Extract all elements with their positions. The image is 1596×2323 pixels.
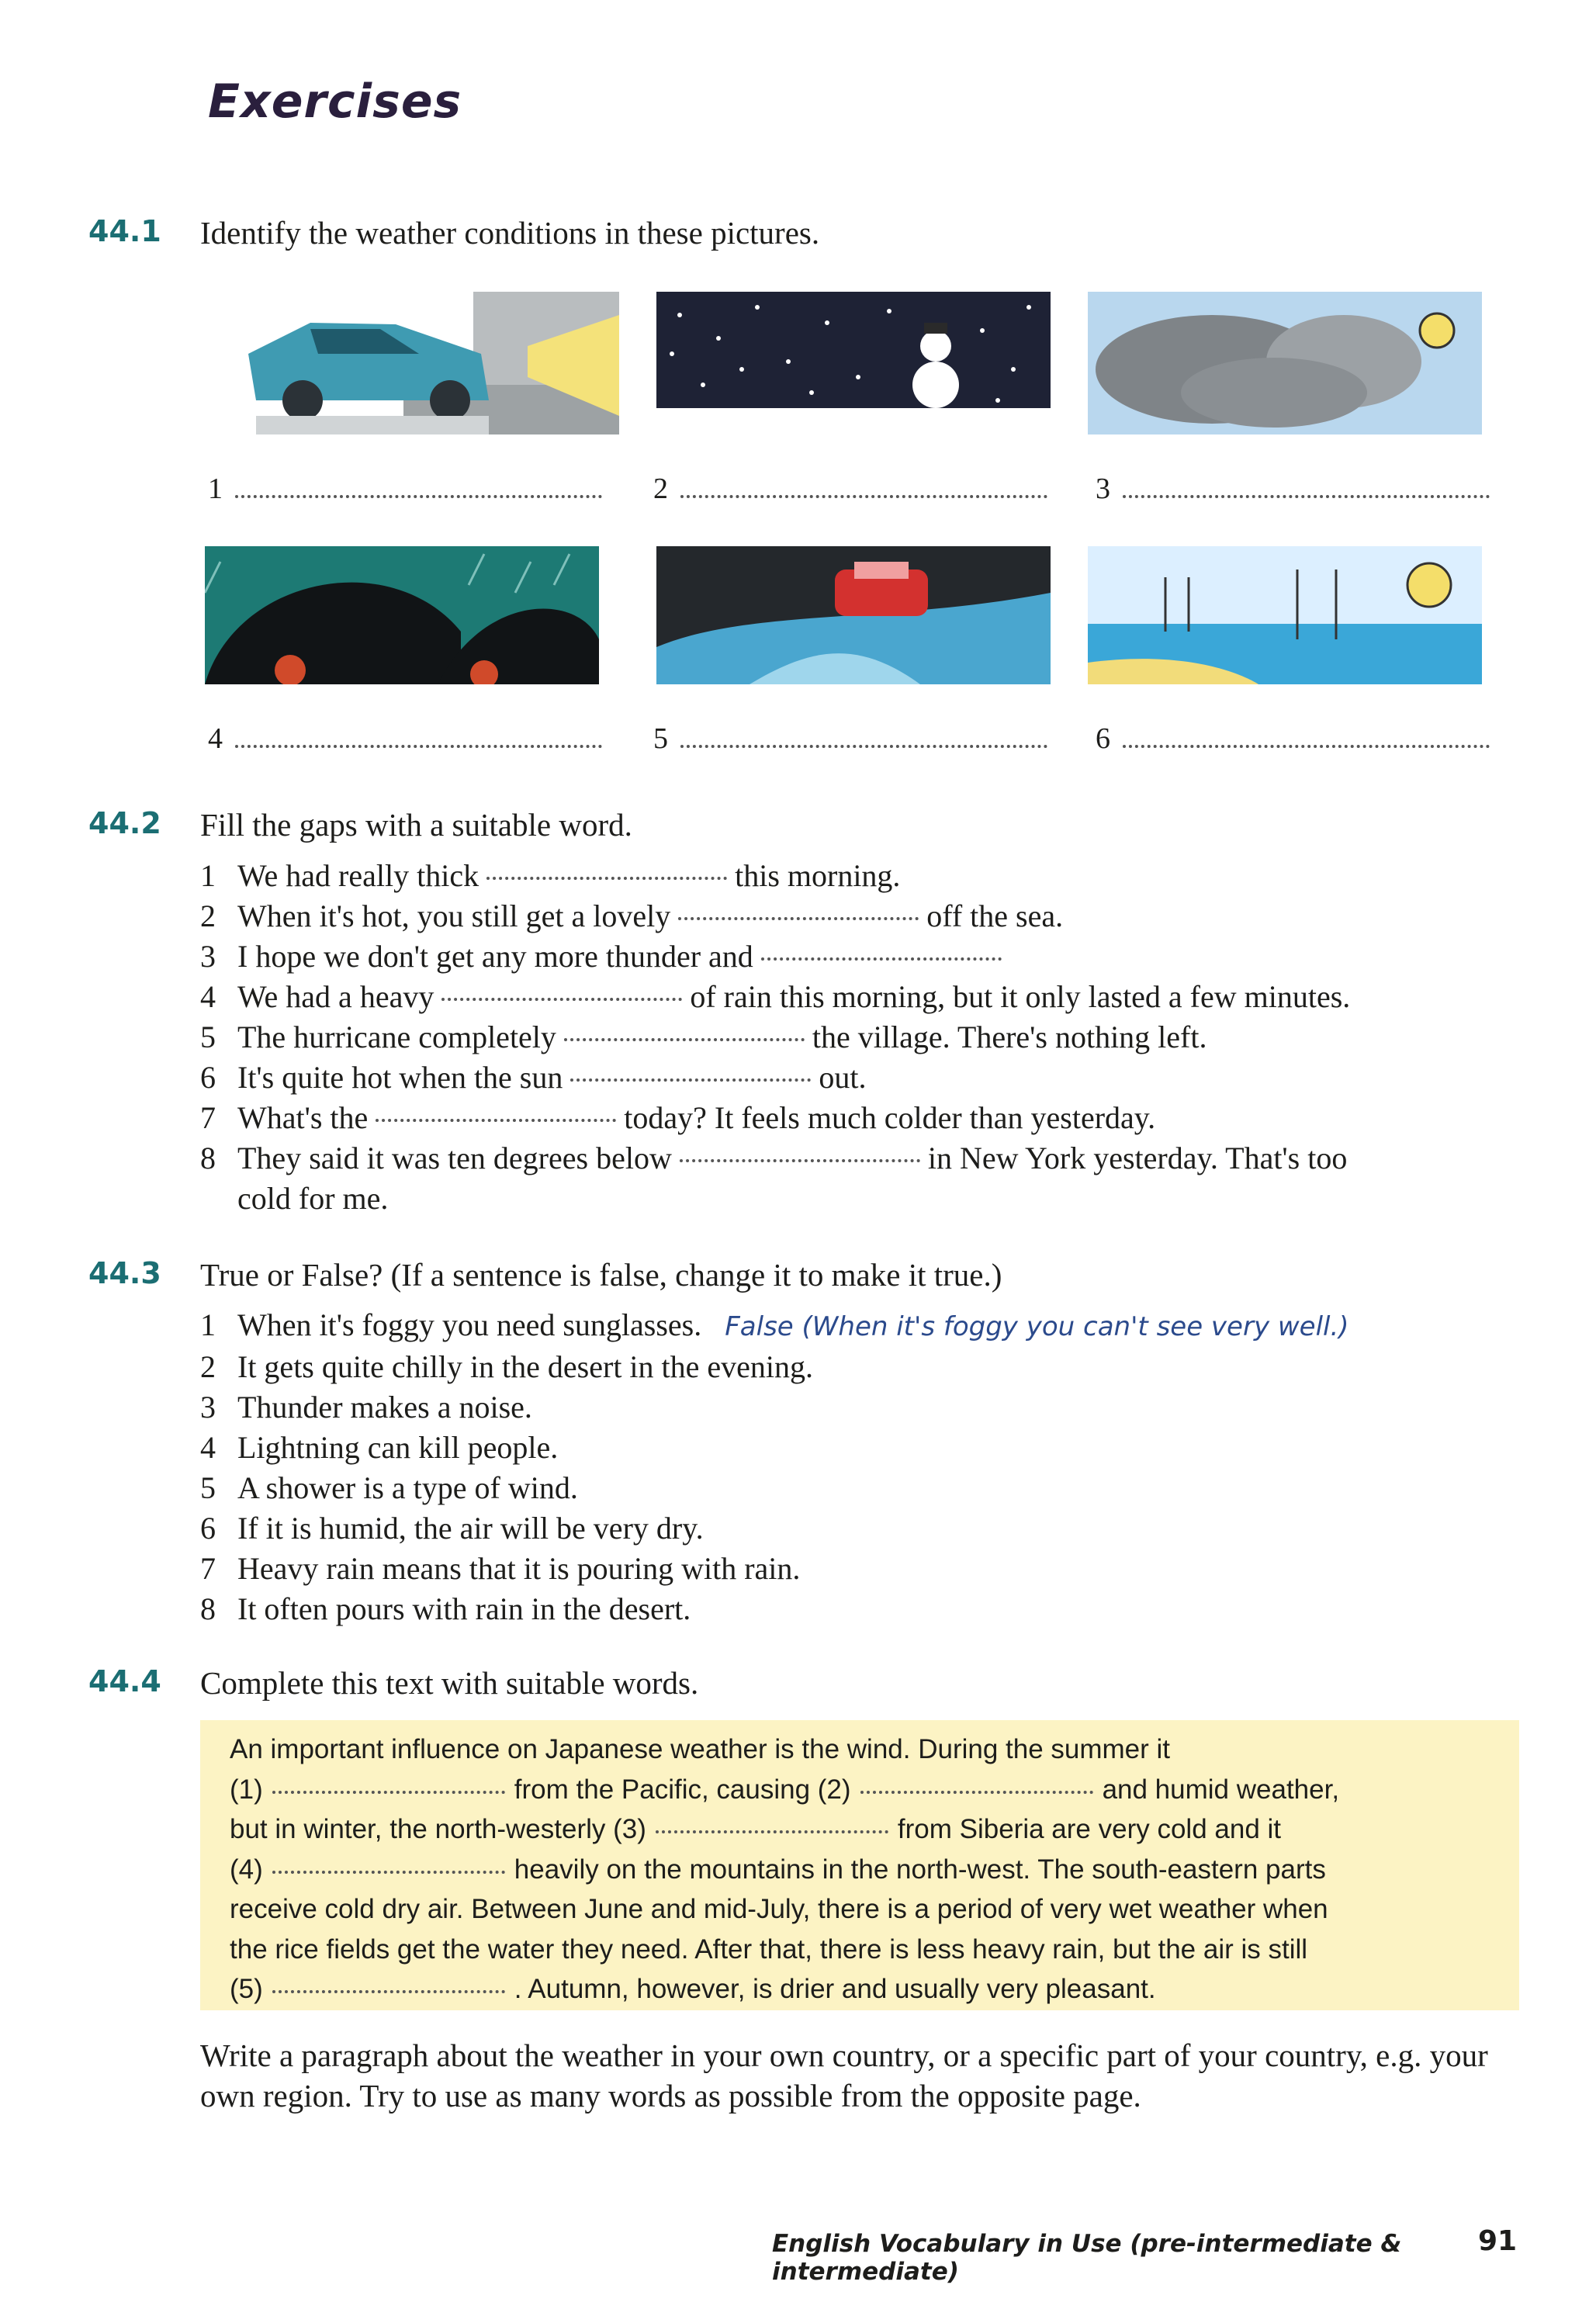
list-item: 4 We had a heavy of rain this morning, but it only lasted a few minutes. <box>200 979 1351 1014</box>
gap-field[interactable] <box>272 1990 505 1993</box>
writing-task: Write a paragraph about the weather in your own country, or a specific part of your country, e.g. your own region. Try to use as many words as possible from the opposite page. <box>200 2037 1488 2114</box>
picture-rain-umbrella <box>205 546 599 684</box>
gap-field[interactable] <box>486 877 727 880</box>
list-item: 1 When it's foggy you need sunglasses. False (When it's foggy you can't see very well.) <box>200 1307 1349 1342</box>
gap-field[interactable] <box>761 957 1002 961</box>
exercise-number: 44.2 <box>88 806 161 840</box>
answer-line-6[interactable]: 6 <box>1096 717 1490 756</box>
list-item: 8 They said it was ten degrees below in New York yesterday. That's too cold for me. <box>200 1141 1348 1216</box>
exercise-number: 44.1 <box>88 214 161 248</box>
page-number: 91 <box>1478 2225 1518 2257</box>
list-item: 2 When it's hot, you still get a lovely off the sea. <box>200 898 1064 933</box>
handwritten-answer: False (When it's foggy you can't see very well.) <box>725 1311 1349 1342</box>
exercise-title: Fill the gaps with a suitable word. <box>200 807 632 843</box>
gap-field[interactable] <box>860 1791 1093 1794</box>
gap-field[interactable] <box>376 1119 616 1122</box>
exercise-title: True or False? (If a sentence is false, change it to make it true.) <box>200 1257 1002 1293</box>
list-item: 5 The hurricane completely the village. There's nothing left. <box>200 1020 1207 1054</box>
gap-field[interactable] <box>441 998 682 1001</box>
gap-field[interactable] <box>570 1078 811 1082</box>
picture-sunny-beach <box>1088 546 1482 684</box>
answer-line-3[interactable]: 3 <box>1096 467 1490 506</box>
list-item: 1 We had really thick this morning. <box>200 858 901 893</box>
answer-line-2[interactable]: 2 <box>653 467 1047 506</box>
answer-line-4[interactable]: 4 <box>208 717 602 756</box>
true-false-list <box>200 1305 1349 1629</box>
picture-snow-night <box>656 292 1051 434</box>
gap-field[interactable] <box>680 1159 920 1162</box>
exercise-number: 44.4 <box>88 1664 161 1698</box>
list-item: 6 If it is humid, the air will be very dry. <box>200 1511 704 1546</box>
list-item: 5 A shower is a type of wind. <box>200 1470 578 1505</box>
list-item: 8 It often pours with rain in the desert. <box>200 1591 691 1626</box>
gap-field[interactable] <box>272 1871 505 1874</box>
picture-fog-car <box>225 292 619 434</box>
exercise-number: 44.3 <box>88 1256 161 1290</box>
fill-gaps-list <box>200 856 1350 1219</box>
list-item: 4 Lightning can kill people. <box>200 1430 559 1465</box>
answer-line-1[interactable]: 1 <box>208 467 602 506</box>
list-item: 3 I hope we don't get any more thunder and <box>200 936 1350 977</box>
gap-field[interactable] <box>272 1791 505 1794</box>
gap-field[interactable] <box>656 1830 888 1833</box>
gap-field[interactable] <box>564 1038 805 1041</box>
picture-cloudy-sun <box>1088 292 1482 434</box>
list-item: 7 What's the today? It feels much colder than yesterday. <box>200 1100 1156 1135</box>
page-heading: Exercises <box>208 74 462 129</box>
exercise-title: Complete this text with suitable words. <box>200 1665 699 1701</box>
answer-line-5[interactable]: 5 <box>653 717 1047 756</box>
gap-field[interactable] <box>678 917 919 920</box>
list-item: 7 Heavy rain means that it is pouring with rain. <box>200 1551 801 1586</box>
gap-text-box: An important influence on Japanese weather is the wind. During the summer it (1) from the Pacific, causing (2) and humid weather, but in winter, the north-westerly (3) from Siberia are very cold and it (4) heavily on the mountains in the north-west. The south-eastern parts receive cold dry air. Between June and mid-July, there is a period of very wet weather when the rice fields get the water they need. After that, there is less heavy rain, but the air is still (5) . Autumn, however, is drier and usually very pleasant. <box>200 1720 1519 2010</box>
book-title: English Vocabulary in Use (pre-intermediate & intermediate) <box>772 2230 1402 2286</box>
list-item: 2 It gets quite chilly in the desert in the evening. <box>200 1349 814 1384</box>
picture-icy-road <box>656 546 1051 684</box>
exercise-title: Identify the weather conditions in these pictures. <box>200 215 820 251</box>
list-item: 6 It's quite hot when the sun out. <box>200 1060 867 1095</box>
list-item: 3 Thunder makes a noise. <box>200 1390 532 1425</box>
